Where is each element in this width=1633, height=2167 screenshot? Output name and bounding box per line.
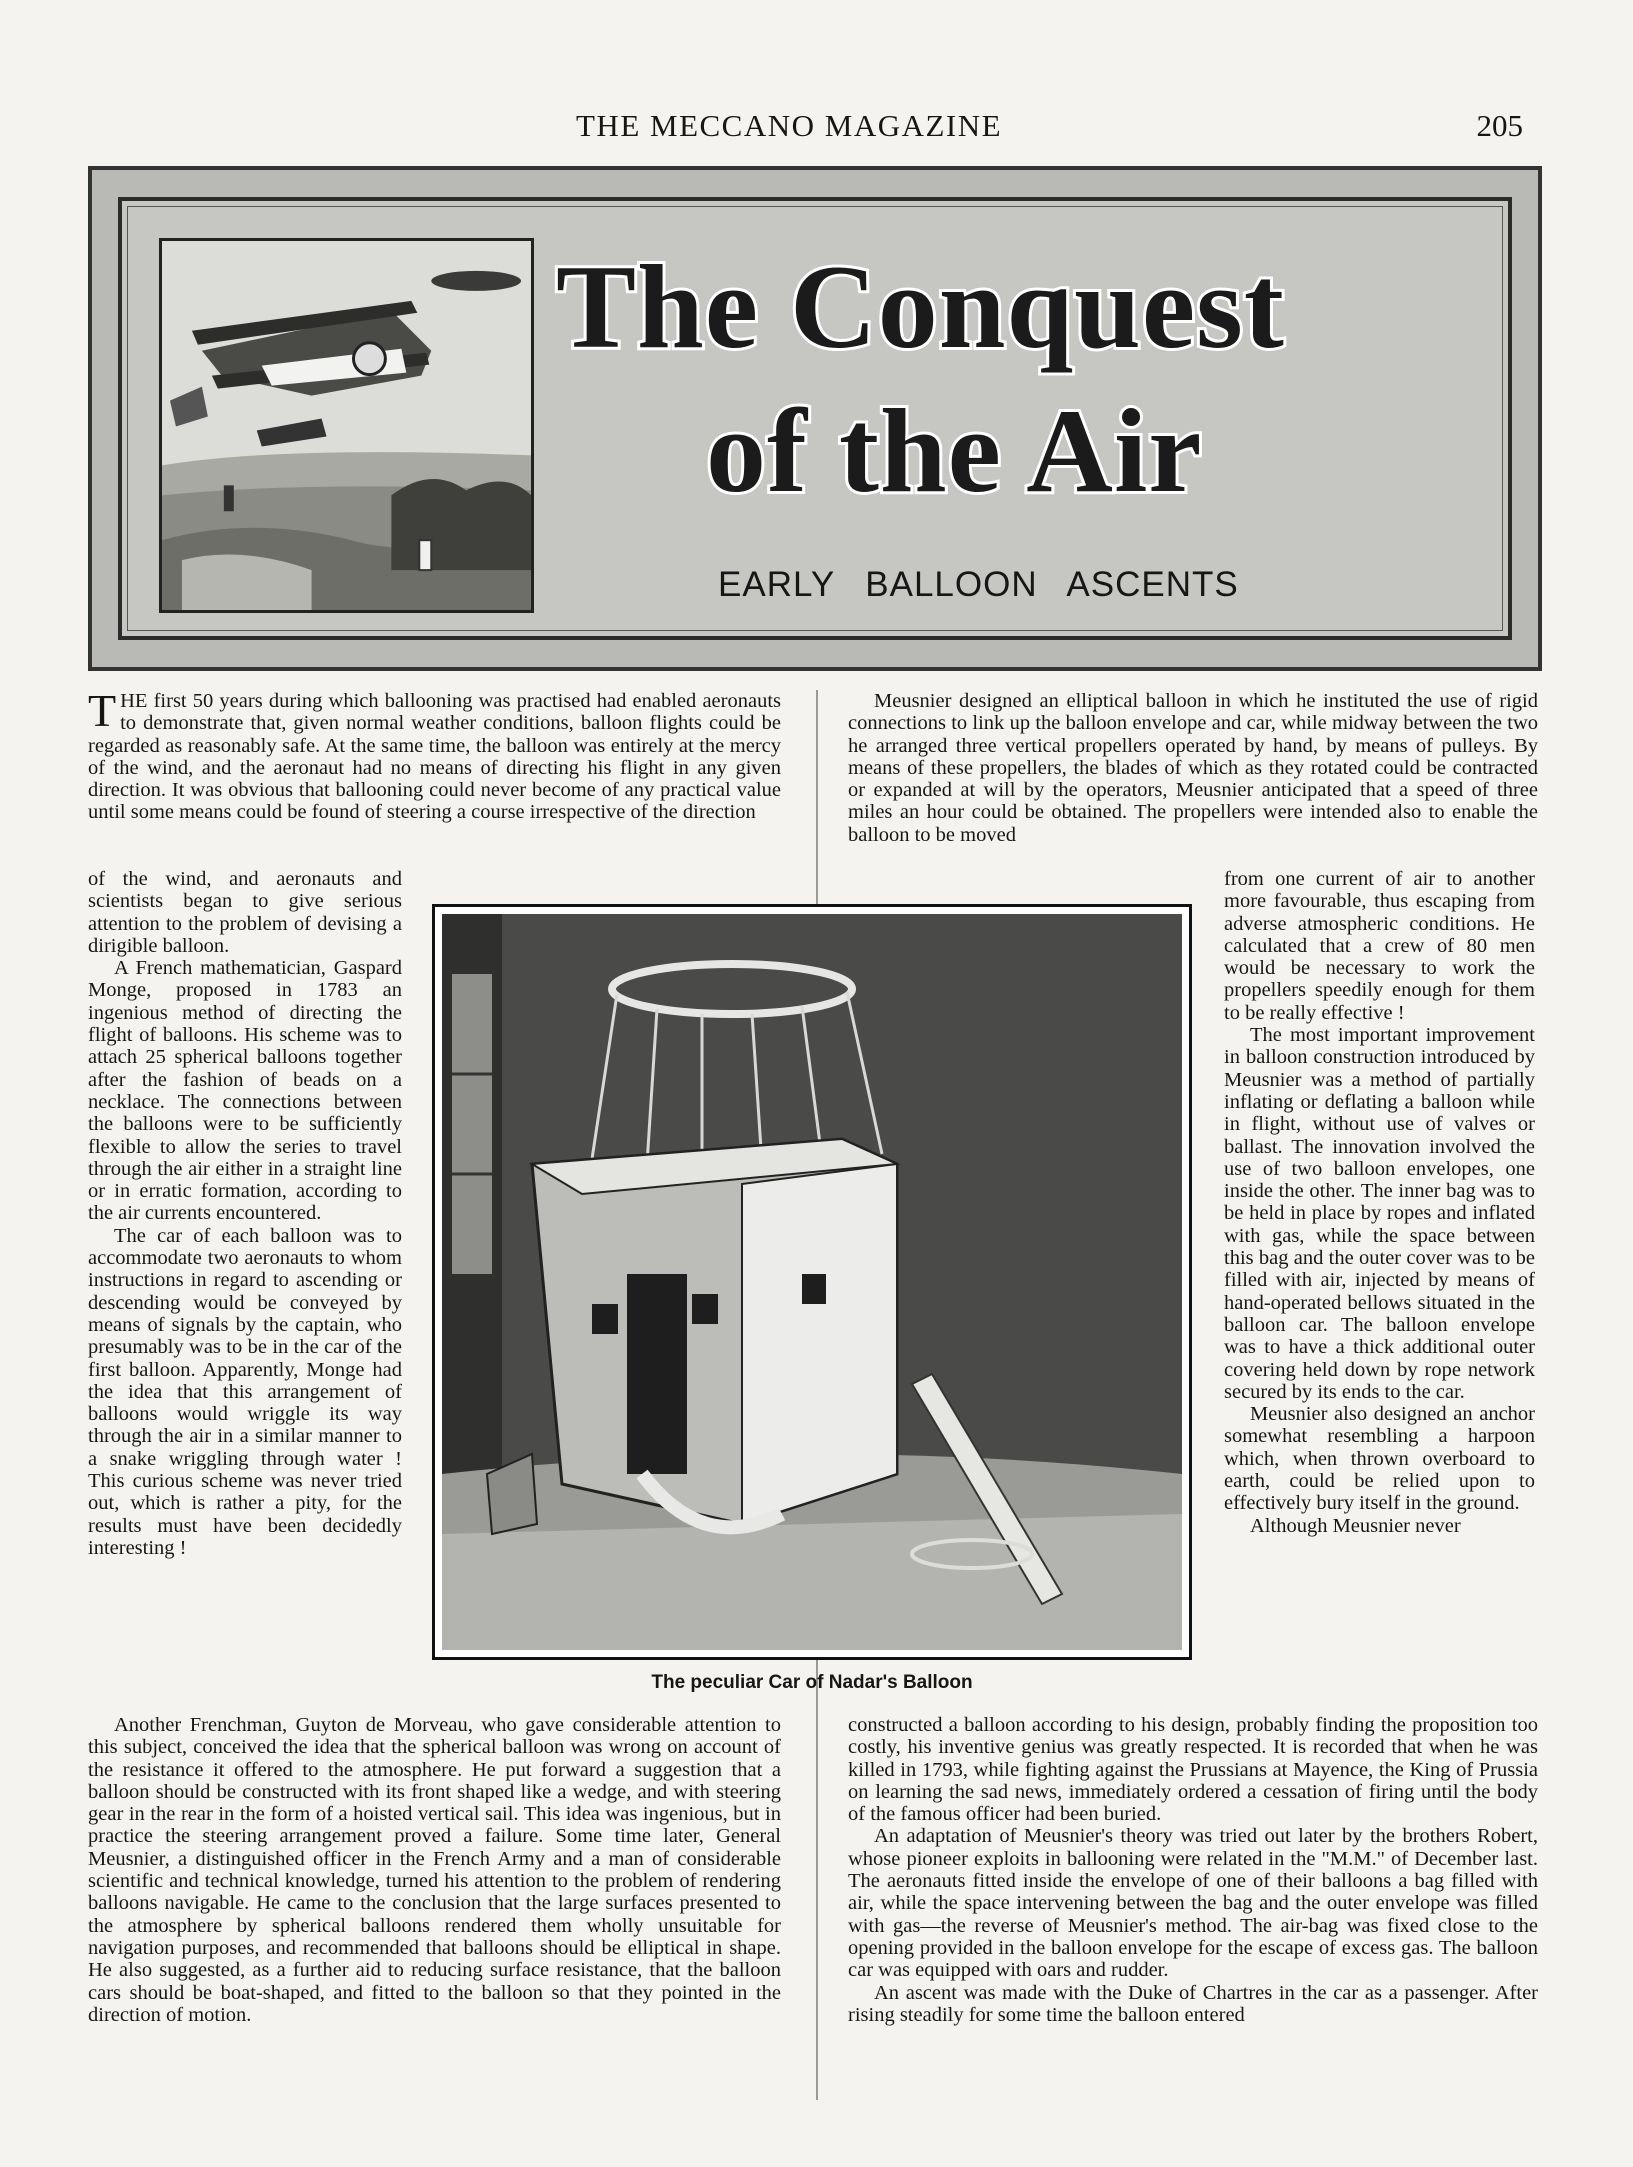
paragraph: Although Meusnier never	[1250, 1514, 1461, 1537]
drop-cap: T	[88, 685, 117, 736]
paragraph: Meusnier also designed an anchor somewhat resembling a harpoon which, when thrown overboard to earth, could be relied upon to effectively bury itself in the ground.	[1224, 1403, 1535, 1515]
page-number: 205	[1476, 108, 1523, 143]
figure-caption: The peculiar Car of Nadar's Balloon	[651, 1672, 973, 1693]
paragraph: An ascent was made with the Duke of Chartres in the car as a passenger. After rising steadily for some time the balloon entered	[848, 1981, 1538, 2026]
right-column-bottom	[848, 1714, 1538, 2026]
banner-subtitle: EARLY BALLOON ASCENTS	[718, 565, 1239, 604]
paragraph: The car of each balloon was to accommodate two aeronauts to whom instructions in regard to ascending or descending would be conveyed by means of signals by the captain, who presumably was to be in the car of the first balloon. Apparently, Monge had the idea that this arrangement of balloons would wriggle its way through the air in a similar manner to a snake wriggling through water ! This curious scheme was never tried out, which is rather a pity, for the results must have been decidedly interesting !	[88, 1224, 402, 1559]
title-line-1: The Conquest	[556, 240, 1285, 373]
magazine-title: THE MECCANO MAGAZINE	[576, 108, 1003, 143]
paragraph: A French mathematician, Gaspard Monge, proposed in 1783 an ingenious method of directing the flight of balloons. His scheme was to attach 25 spherical balloons together after the fashion of beads on a necklace. The connections between the balloons were to be sufficiently flexible to allow the series to travel through the air either in a straight line or in erratic formation, according to the air currents encountered.	[88, 957, 402, 1225]
right-column-top	[848, 690, 1538, 846]
paragraph: An adaptation of Meusnier's theory was tried out later by the brothers Robert, whose pioneer exploits in ballooning were related in the "M.M." of December last. The aeronauts fitted inside the envelope of one of their balloons a bag filled with air, while the space intervening between the bag and the outer envelope was filled with gas—the reverse of Meusnier's method. The air-bag was fixed close to the opening provided in the balloon envelope for the escape of excess gas. The balloon car was equipped with oars and rudder.	[848, 1825, 1538, 1982]
running-header	[88, 108, 1523, 152]
paragraph: THE first 50 years during which ballooning was practised had enabled aeronauts to demonstrate that, given normal weather conditions, balloon flights could be regarded as reasonably safe. At the same time, the balloon was entirely at the mercy of the wind, and the aeronaut had no means of directing his flight in any given direction. It was obvious that ballooning could never become of any practical value until some means could be found of steering a course irrespective of the direction	[88, 685, 781, 824]
aircraft-vignette-illustration	[159, 238, 534, 613]
left-column-top	[88, 685, 781, 824]
left-column-narrow	[88, 868, 402, 1559]
paragraph: constructed a balloon according to his design, probably finding the proposition too costly, his inventive genius was greatly respected. It is recorded that when he was killed in 1793, while fighting against the Prussians at Mayence, the King of Prussia on learning the sad news, immediately ordered a cessation of firing until the body of the famous officer had been buried.	[848, 1714, 1538, 1826]
paragraph: The most important improvement in balloon construction introduced by Meusnier was a method of partially inflating or deflating a balloon while in flight, without use of valves or ballast. The innovation involved the use of two balloon envelopes, one inside the other. The inner bag was to be held in place by ropes and inflated with gas, while the space between this bag and the outer cover was to be filled with air, injected by means of hand-operated bellows situated in the balloon car. The balloon envelope was to have a thick additional outer covering held down by rope network secured by its ends to the car.	[1224, 1024, 1535, 1403]
paragraph: Another Frenchman, Guyton de Morveau, who gave considerable attention to this subject, conceived the idea that the spherical balloon was wrong on account of the resistance it offered to the atmosphere. He put forward a suggestion that a balloon should be constructed with its front shaped like a wedge, and with steering gear in the rear in the form of a hoisted vertical sail. This idea was ingenious, but in practice the steering arrangement proved a failure. Some time later, General Meusnier, a distinguished officer in the French Army and a man of considerable scientific and technical knowledge, turned his attention to the problem of rendering balloons navigable. He came to the conclusion that the large surfaces presented to the atmosphere by spherical balloons rendered them wholly unsuitable for navigation purposes, and recommended that balloons should be elliptical in shape. He also suggested, as a further aid to reducing surface resistance, that the balloon cars should be boat-shaped, and fitted to the balloon so that they pointed in the direction of motion.	[88, 1714, 781, 2026]
title-line-2: of the Air	[706, 384, 1203, 517]
paragraph: from one current of air to another more favourable, thus escaping from adverse atmospheric conditions. He calculated that a crew of 80 men would be necessary to work the propellers speedily enough for them to be really effective !	[1224, 868, 1535, 1024]
paragraph: Meusnier designed an elliptical balloon in which he instituted the use of rigid connections to link up the balloon envelope and car, while midway between the two he arranged three vertical propellers operated by hand, by means of pulleys. By means of these propellers, the blades of which as they rotated could be contracted or expanded at will by the operators, Meusnier anticipated that a speed of three miles an hour could be obtained. The propellers were intended also to enable the balloon to be moved	[848, 690, 1538, 846]
title-banner	[88, 166, 1542, 671]
left-column-bottom	[88, 1714, 781, 2026]
banner-inner-frame	[118, 197, 1512, 640]
paragraph: of the wind, and aeronauts and scientists began to give serious attention to the problem of devising a dirigible balloon.	[88, 868, 402, 957]
nadar-balloon-car-illustration	[432, 904, 1192, 1660]
right-column-narrow	[1224, 868, 1535, 1537]
banner-title	[552, 231, 1422, 521]
